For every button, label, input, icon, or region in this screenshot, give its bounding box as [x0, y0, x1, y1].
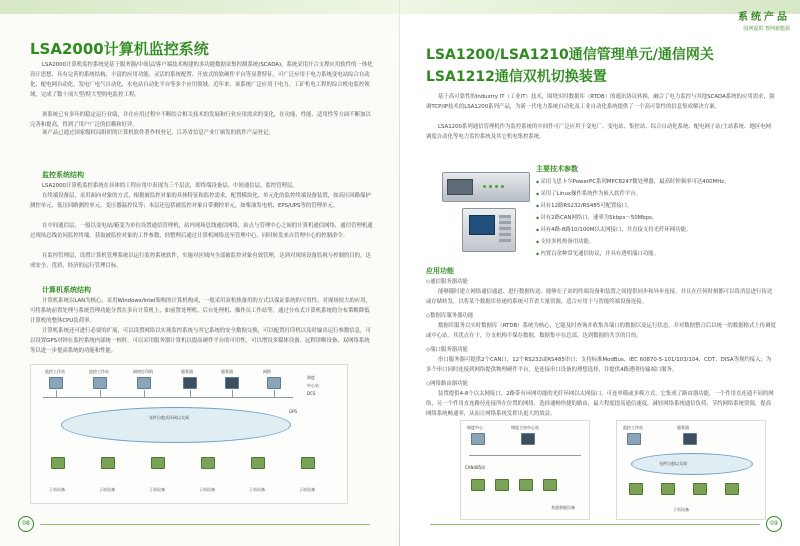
func-para-1: 能够随时建立网络通信通道、进行数据传送。能够在子站的终端设备和装置之间提供同步和异步连接，并且在任何时刻都可以将消息进行传送或存储转发，以将某个数据库传递的系统可节省大量资源，适合应用于与智能终端设备连接。: [426, 289, 773, 305]
led: [483, 185, 486, 188]
left-intro-1: LSA2000计算机监控系统是基于服务器/中间层/客户端技术构建的多功能数据采集控制系统(SCADA)。系统采用开合支撑应用软件的一体化设计思想，具有完善的系统结构、丰富的应用功能、灵活的系统配置、开放式的软硬件平台等显著特征，可广泛应用于电力系统变电站综合自动化、配电网自动化、发电厂电气自动化、水电站自动化平台等多个应用领域。近年来，该系统广泛应用于电力、工矿机电工程的综合机电监控领域，完成了数十项大型/特大型的电监控工程。: [30, 62, 373, 98]
page-number-right: 09: [766, 516, 782, 532]
device-icon: [471, 479, 485, 491]
wire: [232, 390, 233, 397]
diagram-a-label-0: 调度中心: [467, 425, 483, 430]
ring-network: [61, 407, 291, 443]
spec-item: ◆ 具有2路CAN网络口，速率为5kbps～50Mbps。: [536, 212, 786, 224]
workstation-icon: [49, 377, 63, 389]
lan-bus: [43, 397, 293, 398]
sec1-para-4: 在监控管理层，设置计算机管理系统以运行监控系统软件，实施对区域内全部被监控对象有效管理，达到对现场设备监视与控制的目的，达成安全、优质、经济的运行管理目标。: [30, 253, 371, 269]
section-monitor-structure: 监控系统结构: [42, 171, 84, 179]
sec2-para-2: 计算机系统还可进行必要的扩展，可以设置网络以实现监控系统与其它系统的安全数据交换，可以配置打印机以及时输出运行参数信息，可以设置GPS对钟在监控系统内部统一校时，可以采用服务器计算机以提高硬件平台的可用性，可以增设多媒体设备、远程诊断设备、双网络系统等以进一步提高系统的功能和性能。: [30, 328, 371, 354]
diagram-label-top-2: 网络打印机: [133, 369, 153, 374]
diagram-label-top-4: 服务器: [221, 369, 233, 374]
diagram-label-top-5: 网桥: [263, 369, 271, 374]
device-icon: [725, 483, 739, 495]
right-intro-1: 基于高可靠性的Industry IT（工业IT）技术，围绕实时数据库（RTDB）的通讯协议转换，融合了电力监控与其他SCADA系统的应用需求，强调TCP/IP技术的LSA1200系列产品，为新一代电力系统自动化及工业自动化系统提供了一个高可靠性的信息集成解决方案。: [426, 94, 775, 110]
screen: [469, 215, 495, 235]
substation-label-4: 子站设备: [249, 487, 265, 492]
device-icon: [693, 483, 707, 495]
center-label: 中心站: [307, 383, 319, 388]
substation-device-icon: [301, 457, 315, 469]
diagram-label-top-3: 服务器: [181, 369, 193, 374]
sec1-para-1: LSA2000计算机监控系统在具体的工程应用中表现为三个层次，即终端设备层、中间通信层、监控管理层。: [42, 183, 298, 189]
printer-icon: [137, 377, 151, 389]
spec-item: ◆ 采用了Linux操作系统作为嵌入软件平台。: [536, 188, 786, 200]
device-panel-image: [462, 208, 516, 252]
spec-item: ◆ 采用飞思卡尔PowerPC系列MPC8247微处理器，最高时钟频率可达400MHz。: [536, 176, 786, 188]
substation-device-icon: [101, 457, 115, 469]
gps-label: GPS: [289, 409, 298, 414]
diagram-b-label-0: 监控工作站: [623, 425, 643, 430]
spec-list: [536, 176, 786, 260]
device-icon: [661, 483, 675, 495]
network-diagram: [30, 364, 348, 504]
wire: [274, 390, 275, 397]
top-band: [0, 0, 400, 14]
brand-block: [738, 8, 790, 32]
sec1-para-3: 在中间通信层，一般以变电站/箱变为单位设置通信管理机，站内现场总线通信网络，站点与管理中心之间的计算机通信网络，通信管理机通过现场总线访问监控终端，获取被监控对象的工作参数，经整理后通过计算机网络送至管理中心，同时转发来自管理中心的控制命令。: [30, 223, 373, 239]
workstation-icon: [627, 433, 641, 445]
right-page-title-2: LSA1212通信双机切换装置: [426, 69, 607, 85]
keys: [499, 215, 511, 245]
substation-device-icon: [251, 457, 265, 469]
diagram-b-label-3: 子站设备: [673, 507, 689, 512]
substation-device-icon: [151, 457, 165, 469]
server-icon: [683, 433, 697, 445]
substation-label-5: 子站设备: [299, 487, 315, 492]
diagram-a-label-3: 其他智能设备: [551, 505, 575, 510]
substation-label-2: 子站设备: [149, 487, 165, 492]
led: [501, 185, 504, 188]
panel: [447, 179, 473, 195]
left-intro-3: 该产品已通过国家级权局组织的计算机软件著作权登记，江苏省信息产业厅颁发的软件产品登记。: [42, 130, 274, 136]
section-computer-structure: 计算机系统结构: [42, 286, 91, 294]
dispatch-label: 调度: [307, 375, 315, 380]
wire: [190, 390, 191, 397]
wire: [56, 390, 57, 397]
server-icon: [521, 433, 535, 445]
device-icon: [519, 479, 533, 491]
func-sub-2: ◇数据库服务器功能: [426, 313, 474, 319]
wire: [144, 390, 145, 397]
workstation-icon: [93, 377, 107, 389]
led: [489, 185, 492, 188]
spec-item: ◆ 支持多机热备用功能。: [536, 236, 786, 248]
substation-device-icon: [201, 457, 215, 469]
device-icon: [629, 483, 643, 495]
sec2-para-1: 计算机系统以LAN为核心，采用Windows/Intel架构的计算机构成，一般采用双机热备用的方式以保证系统的可用性。对现场较大的应用，可将系统前置处理与系统管理功能分置在多台计算机上，如前置处理机、后台处理机、操作员工作站等，通过分布式计算机系统的分布策略降低计算机的整体CPU负荷率。: [30, 298, 371, 324]
workstation-icon: [471, 433, 485, 445]
ring-network: [631, 453, 753, 475]
sec1-para-2: 在终端设备层，采用面向对象的方式，根据被监控对象的具体特征和监控需求，配置模块化、单元化的监控终端设备装置，如高压回路保护测控单元、低压回路测控单元、变压器温控仪等；本层还包括被监控对象自带测控单元，如柴油发电机、EPS/UPS等的管理单元。: [30, 193, 371, 209]
application-diagram-a: [460, 420, 590, 520]
diagram-b-label-1: 服务器: [677, 425, 689, 430]
server-icon: [183, 377, 197, 389]
right-intro-2: LSA1200系列通信管理机作为监控系统的中间件可广泛应用于变电厂、变电站、集控站、综合自动化系统、配电网子站/主站系统、地区电网调度自动化等电力监控系统及其它机电集控系统。: [426, 124, 772, 140]
application-diagram-b: [616, 420, 766, 520]
func-para-4: 装置提供4-8个以太网接口，2路带有环网功能的光纤环网以太网接口，可连单模或多模方式，它集成了路由器功能，一个件用直连通不同的网络，另一个件用直连路径连接所在位置的网络，选择通畅快捷的路由，最大程度提高通信速度，减轻网络系统通信负荷，节约网络系统资源，提高网络系统畅通率，从而让网络系统发挥出更大的效益。: [426, 391, 774, 417]
dcs-label: DCS: [307, 391, 316, 396]
device-icon: [543, 479, 557, 491]
substation-label-3: 子站设备: [199, 487, 215, 492]
spec-item: ◆ 具有4路-8路10/100M以太网接口，并直接支持光纤环网功能。: [536, 224, 786, 236]
page-number-left: 08: [18, 516, 34, 532]
wire: [100, 390, 101, 397]
func-sub-1: ◇通信服务器功能: [426, 279, 468, 285]
diagram-label-top-1: 监控工作站: [89, 369, 109, 374]
func-sub-3: ◇端口服务器功能: [426, 347, 468, 353]
right-page: [400, 0, 800, 546]
left-intro-2: 该系统已有多年的稳定运行业绩，并在应用过程中不断结合相关技术的发展和行业应用需求的变化，在功能、性能、适用性等方面不断加以完善和提高，得到了用户广泛的信赖和好评。: [30, 112, 371, 128]
server-icon: [225, 377, 239, 389]
spec-item: ◆ 内置百余种常见通信协议，并具有透明端口功能。: [536, 248, 786, 260]
func-sub-4: ◇网络路由器功能: [426, 381, 468, 387]
footer-line: [40, 524, 370, 525]
func-para-3: 串口服务器可提供2个CAN口，12个RS232或RS485串口；支持标准ModBus、IEC 60870-5-101/103/104、CDT、DISA等规约接入；为多个串口同时连接到网络提供物理硬件平台，是连接串口设备的理想选择，并提供4路透明传输端口服务。: [426, 357, 772, 373]
diagram-a-label-2: CAN485网: [465, 465, 486, 470]
diagram-a-label-1: 调度主站中心站: [511, 425, 539, 430]
diagram-b-label-2: 光纤自愈以太网: [659, 461, 687, 466]
substation-label-1: 子站设备: [99, 487, 115, 492]
func-para-2: 数据库服务以实时数据库（RTDB）系统为核心，它能及时查询并收集各端口的数据以及运行状态，并对数据整合后以统一的数据格式上传调度或中心站。其优点在于，分支机构不保存数据，数据集中在总部，达到数据的共享的目的。: [426, 323, 776, 339]
footer-line: [430, 524, 760, 525]
diagram-label-top-0: 监控工作站: [45, 369, 65, 374]
substation-label-0: 子站设备: [49, 487, 65, 492]
bridge-icon: [267, 377, 281, 389]
section-functions: 应用功能: [426, 267, 454, 275]
substation-device-icon: [51, 457, 65, 469]
section-specs: 主要技术参数: [536, 165, 578, 173]
right-page-title-1: LSA1200/LSA1210通信管理单元/通信网关: [426, 47, 714, 63]
ring-label: 光纤自愈式环网以太网: [149, 415, 189, 420]
brand-title: 系统产品: [738, 12, 790, 23]
left-page-title: LSA2000计算机监控系统: [30, 40, 209, 58]
device-icon: [495, 479, 509, 491]
wire: [469, 455, 581, 456]
device-rack-image: [442, 172, 530, 202]
brand-subtitle: 国网提供 智网新能源: [743, 26, 790, 32]
led: [495, 185, 498, 188]
spec-item: ◆ 具有12路RS232/RS485可配置接口。: [536, 200, 786, 212]
